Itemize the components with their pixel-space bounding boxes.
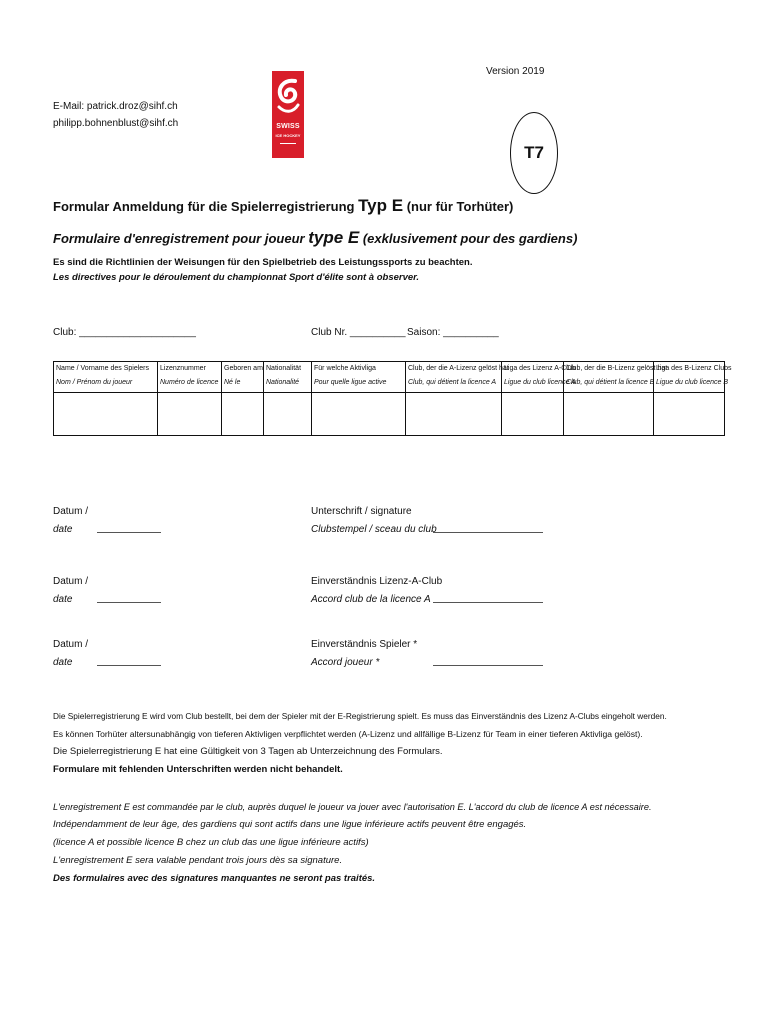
cell-league-b-club[interactable] — [654, 393, 725, 436]
cell-league-a-club[interactable] — [502, 393, 564, 436]
signature-label-1 — [311, 503, 437, 539]
logo-text-swiss: SWISS — [276, 123, 300, 130]
note-french-1: L'enregistrement E est commandée par le club, auprès duquel le joueur va jouer avec l'autorisation E. L'accord du club de licence A est nécessaire. — [53, 802, 652, 812]
date-label-german: Datum / — [53, 576, 89, 587]
note-german-2: Es können Torhüter altersunabhängig von tieferen Aktivligen verpflichtet werden (A-Lizenz und allfällige B-Lizenz für Team in einer tieferen Aktivliga gelöst). — [53, 729, 643, 739]
title-french — [53, 228, 577, 248]
col-header-club-b-license: Club, der die B-Lizenz gelöst hat — [564, 362, 654, 377]
version-label: Version 2019 — [486, 66, 545, 77]
swiss-ice-hockey-logo — [272, 71, 304, 158]
table-header-row-german — [54, 362, 725, 377]
signature-label-german: Unterschrift / signature — [311, 506, 412, 517]
email-line-1[interactable]: E-Mail: patrick.droz@sihf.ch — [53, 101, 178, 112]
col-header-club-a-license-fr: Club, qui détient la licence A — [406, 376, 502, 393]
signature-label-2 — [311, 573, 442, 609]
date-label-french: date — [53, 594, 73, 605]
note-french-2: Indépendamment de leur âge, des gardiens qui sont actifs dans une ligue inférieure actifs peuvent être engagés. — [53, 819, 527, 830]
signature-label-german: Einverständnis Spieler * — [311, 639, 418, 650]
col-header-nationality-fr: Nationalité — [264, 376, 312, 393]
col-header-name-fr: Nom / Prénom du joueur — [54, 376, 158, 393]
col-header-league-a-club-fr: Ligue du club licence A — [502, 376, 564, 393]
form-code-badge — [510, 112, 558, 194]
col-header-license-number: Lizenznummer — [158, 362, 222, 377]
cell-club-b-license[interactable] — [564, 393, 654, 436]
cell-active-league[interactable] — [312, 393, 406, 436]
logo-underline — [280, 143, 296, 144]
title-german-prefix: Formular Anmeldung für die Spielerregistrierung — [53, 199, 359, 214]
date-label-german: Datum / — [53, 506, 89, 517]
note-german-3: Die Spielerregistrierung E hat eine Gültigkeit von 3 Tagen ab Unterzeichnung des Formulars. — [53, 746, 443, 757]
email-line-2[interactable]: philipp.bohnenblust@sihf.ch — [53, 118, 179, 129]
title-german-type: Typ E — [358, 196, 404, 215]
signature-input-line-2[interactable] — [433, 602, 543, 603]
date-label-3 — [53, 636, 88, 672]
table-row — [54, 393, 725, 436]
title-french-type: type E — [308, 228, 360, 247]
title-french-suffix: (exklusivement pour des gardiens) — [359, 231, 578, 246]
note-french-4: L'enregistrement E sera valable pendant trois jours dès sa signature. — [53, 855, 343, 866]
col-header-active-league-fr: Pour quelle ligue active — [312, 376, 406, 393]
signature-input-line-3[interactable] — [433, 665, 543, 666]
date-label-1 — [53, 503, 88, 539]
signature-input-line-1[interactable] — [433, 532, 543, 533]
note-german-1: Die Spielerregistrierung E wird vom Club bestellt, bei dem der Spieler mit der E-Registrierung spielt. Es muss das Einverständnis des Lizenz A-Clubs eingeholt werden. — [53, 711, 667, 721]
note-french-5: Des formulaires avec des signatures manquantes ne seront pas traités. — [53, 873, 376, 884]
col-header-license-number-fr: Numéro de licence — [158, 376, 222, 393]
signature-label-french: Accord joueur * — [311, 657, 380, 668]
title-french-prefix: Formulaire d'enregistrement pour joueur — [53, 231, 309, 246]
col-header-name: Name / Vorname des Spielers — [54, 362, 158, 377]
col-header-nationality: Nationalität — [264, 362, 312, 377]
signature-label-german: Einverständnis Lizenz-A-Club — [311, 576, 443, 587]
date-label-french: date — [53, 657, 73, 668]
logo-swoosh-icon — [275, 77, 301, 117]
col-header-active-league: Für welche Aktivliga — [312, 362, 406, 377]
title-german — [53, 196, 513, 216]
date-label-2 — [53, 573, 88, 609]
date-input-line-3[interactable] — [97, 665, 161, 666]
title-german-suffix: (nur für Torhüter) — [403, 199, 514, 214]
col-header-club-b-license-fr: Club, qui détient la licence B — [564, 376, 654, 393]
date-input-line-1[interactable] — [97, 532, 161, 533]
cell-license-number[interactable] — [158, 393, 222, 436]
signature-label-3 — [311, 636, 417, 672]
logo-text-ice-hockey: ICE HOCKEY — [275, 133, 301, 138]
table-header-row-french — [54, 376, 725, 393]
player-registration-table — [53, 361, 732, 436]
cell-birthdate[interactable] — [222, 393, 264, 436]
col-header-club-a-license: Club, der die A-Lizenz gelöst hat — [406, 362, 502, 377]
date-label-german: Datum / — [53, 639, 89, 650]
col-header-birthdate-fr: Né le — [222, 376, 264, 393]
note-german-4: Formulare mit fehlenden Unterschriften werden nicht behandelt. — [53, 764, 343, 775]
club-nr-field[interactable]: Club Nr. __________ — [311, 327, 406, 338]
saison-field[interactable]: Saison: __________ — [407, 327, 499, 338]
date-input-line-2[interactable] — [97, 602, 161, 603]
form-code-text: T7 — [524, 143, 544, 162]
directive-german: Es sind die Richtlinien der Weisungen für den Spielbetrieb des Leistungssports zu beachten. — [53, 257, 473, 268]
cell-club-a-license[interactable] — [406, 393, 502, 436]
directive-french: Les directives pour le déroulement du championnat Sport d'élite sont à observer. — [53, 272, 419, 283]
col-header-league-b-club: Liga des B-Lizenz Clubs — [654, 362, 725, 377]
col-header-birthdate: Geboren am — [222, 362, 264, 377]
cell-nationality[interactable] — [264, 393, 312, 436]
signature-label-french: Accord club de la licence A — [311, 594, 431, 605]
cell-name[interactable] — [54, 393, 158, 436]
col-header-league-a-club: Liga des Lizenz A-Club — [502, 362, 564, 377]
signature-label-french: Clubstempel / sceau du club — [311, 524, 437, 535]
club-field[interactable]: Club: _____________________ — [53, 327, 196, 338]
note-french-3: (licence A et possible licence B chez un club das une ligue inférieure actifs) — [53, 837, 369, 848]
col-header-league-b-club-fr: Ligue du club licence B — [654, 376, 725, 393]
date-label-french: date — [53, 524, 73, 535]
